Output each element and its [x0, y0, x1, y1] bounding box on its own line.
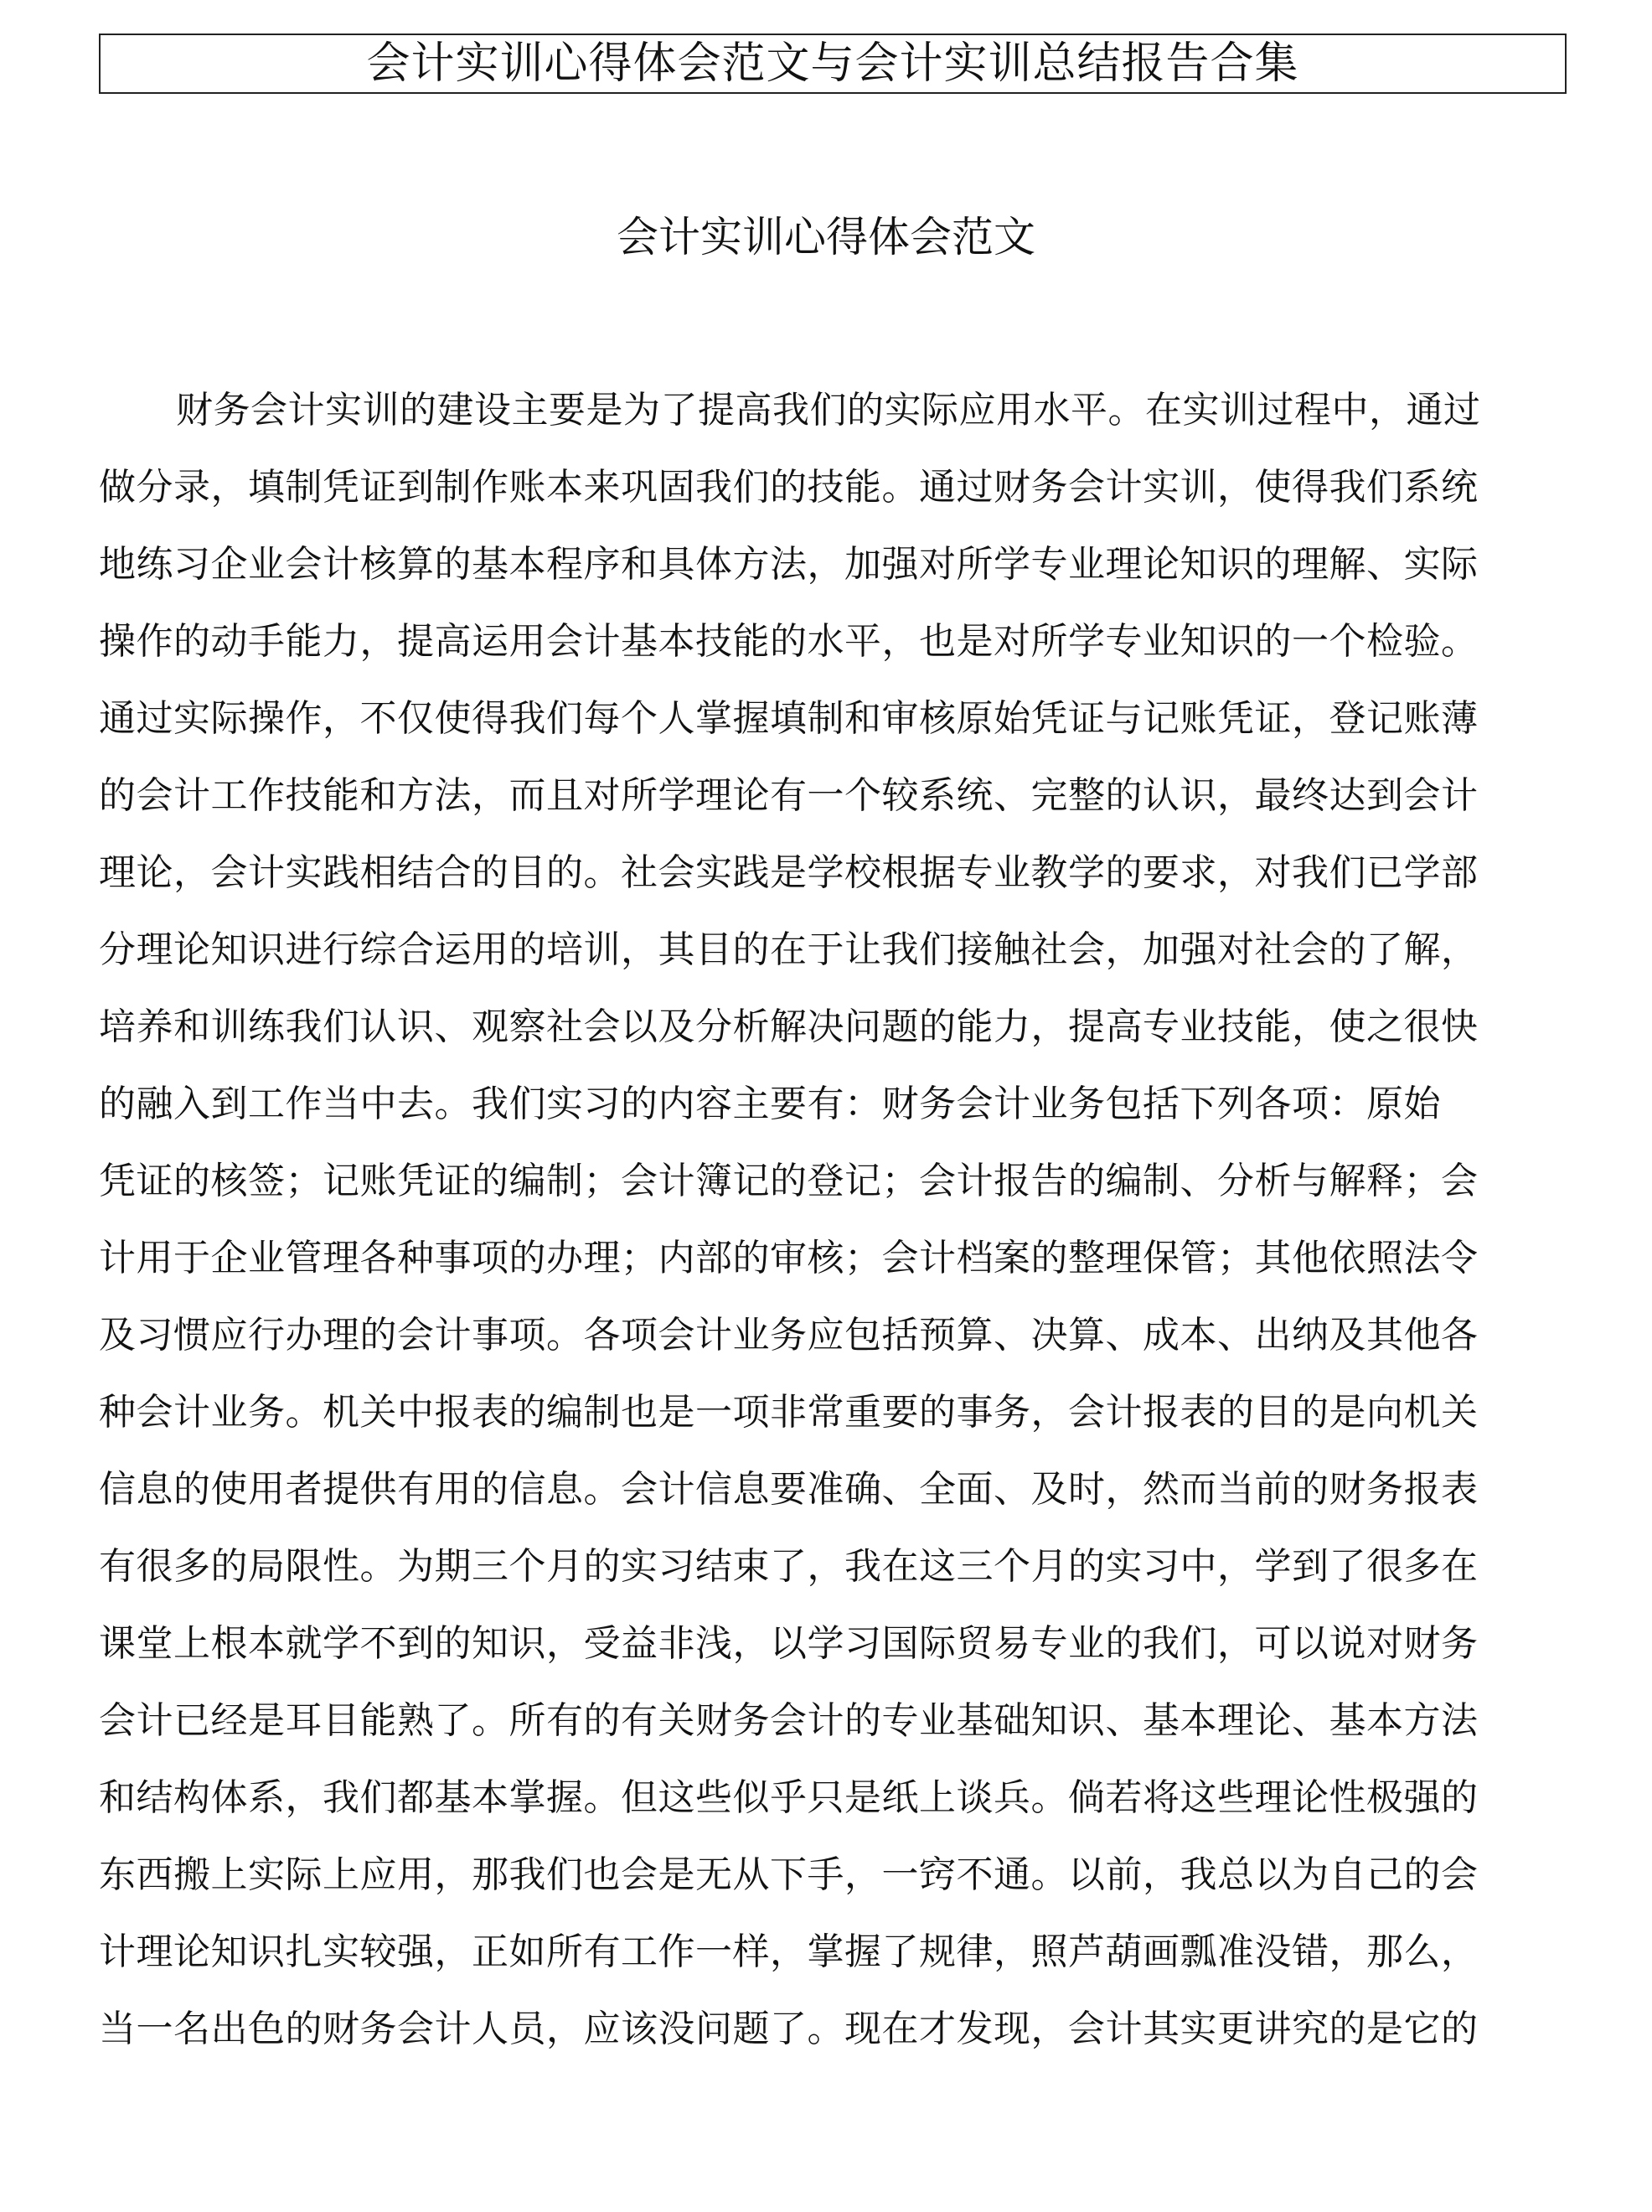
- text-line: 课堂上根本就学不到的知识，受益非浅，以学习国际贸易专业的我们，可以说对财务: [99, 1622, 1479, 1665]
- text-line: 分理论知识进行综合运用的培训，其目的在于让我们接触社会，加强对社会的了解，: [99, 928, 1479, 971]
- title-box: [99, 34, 1567, 94]
- text-line: 种会计业务。机关中报表的编制也是一项非常重要的事务，会计报表的目的是向机关: [99, 1391, 1479, 1434]
- text-line: 及习惯应行办理的会计事项。各项会计业务应包括预算、决算、成本、出纳及其他各: [99, 1314, 1479, 1357]
- text-line: 有很多的局限性。为期三个月的实习结束了，我在这三个月的实习中，学到了很多在: [99, 1545, 1479, 1588]
- text-line: 计用于企业管理各种事项的办理；内部的审核；会计档案的整理保管；其他依照法令: [99, 1237, 1479, 1279]
- text-line: 计理论知识扎实较强，正如所有工作一样，掌握了规律，照芦葫画瓢准没错，那么，: [99, 1930, 1479, 1973]
- text-line: 的会计工作技能和方法，而且对所学理论有一个较系统、完整的认识，最终达到会计: [99, 774, 1479, 817]
- text-line: 东西搬上实际上应用，那我们也会是无从下手，一窍不通。以前，我总以为自己的会: [99, 1853, 1479, 1896]
- body-text: [99, 385, 1523, 2081]
- text-line: 做分录，填制凭证到制作账本来巩固我们的技能。通过财务会计实训，使得我们系统: [99, 466, 1479, 509]
- section-heading: 会计实训心得体会范文: [617, 213, 1035, 261]
- text-line: 的融入到工作当中去。我们实习的内容主要有：财务会计业务包括下列各项：原始: [99, 1083, 1441, 1125]
- text-line: 和结构体系，我们都基本掌握。但这些似乎只是纸上谈兵。倘若将这些理论性极强的: [99, 1776, 1479, 1819]
- text-line: 操作的动手能力，提高运用会计基本技能的水平，也是对所学专业知识的一个检验。: [99, 620, 1479, 663]
- text-line: 培养和训练我们认识、观察社会以及分析解决问题的能力，提高专业技能，使之很快: [99, 1005, 1479, 1048]
- text-line: 会计已经是耳目能熟了。所有的有关财务会计的专业基础知识、基本理论、基本方法: [99, 1699, 1479, 1742]
- text-line: 理论，会计实践相结合的目的。社会实践是学校根据专业教学的要求，对我们已学部: [99, 851, 1479, 894]
- text-line: 凭证的核签；记账凭证的编制；会计簿记的登记；会计报告的编制、分析与解释；会: [99, 1160, 1479, 1202]
- text-line: 当一名出色的财务会计人员，应该没问题了。现在才发现，会计其实更讲究的是它的: [99, 2008, 1479, 2050]
- document-title: 会计实训心得体会范文与会计实训总结报告合集: [366, 39, 1299, 89]
- text-line: 地练习企业会计核算的基本程序和具体方法，加强对所学专业理论知识的理解、实际: [99, 543, 1479, 586]
- text-line: 信息的使用者提供有用的信息。会计信息要准确、全面、及时，然而当前的财务报表: [99, 1468, 1479, 1511]
- text-line: 财务会计实训的建设主要是为了提高我们的实际应用水平。在实训过程中，通过: [176, 389, 1481, 432]
- text-line: 通过实际操作，不仅使得我们每个人掌握填制和审核原始凭证与记账凭证，登记账薄: [99, 697, 1479, 740]
